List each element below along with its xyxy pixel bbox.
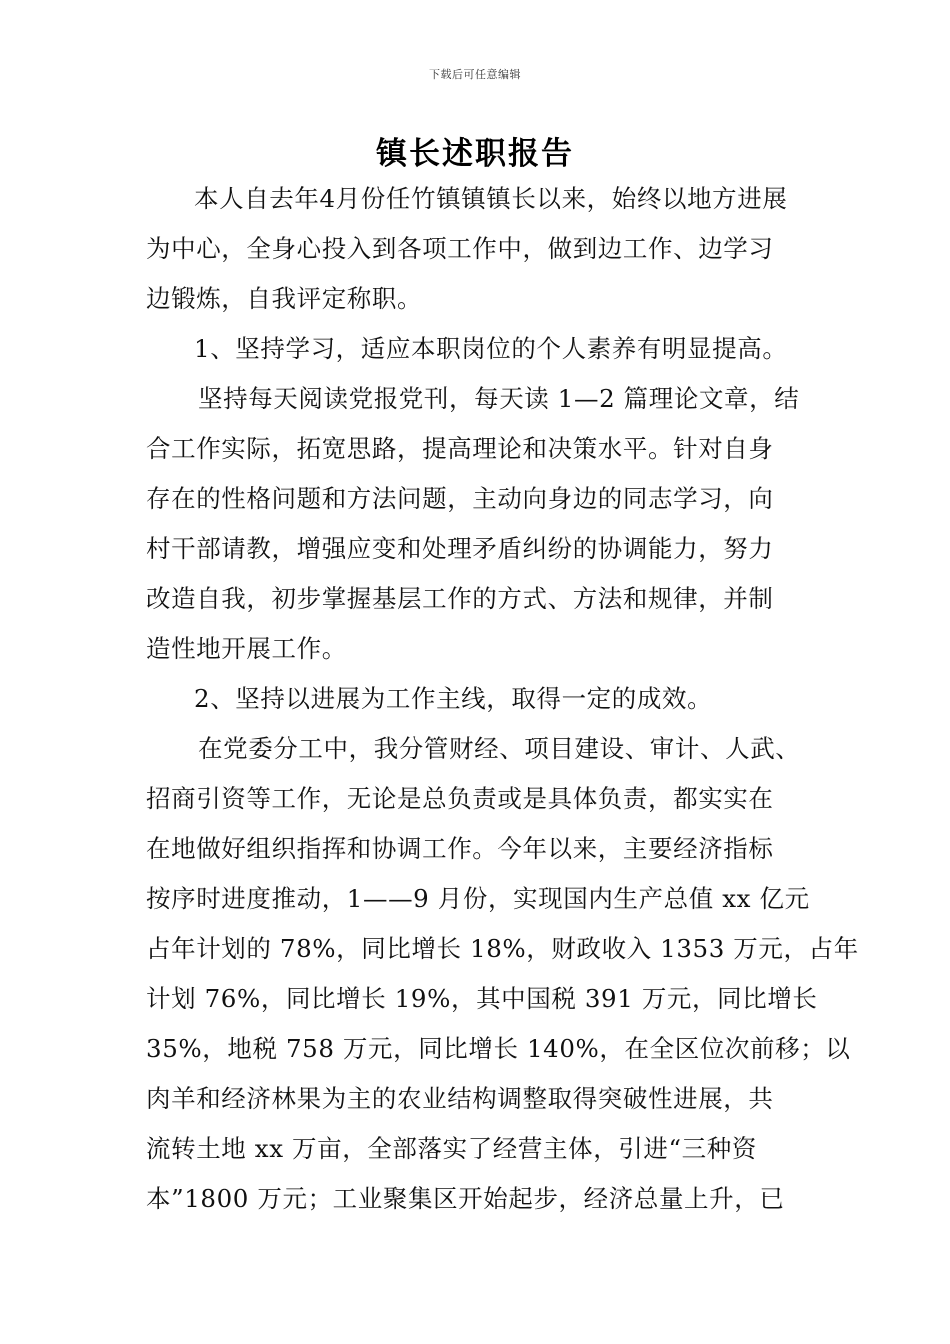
paragraph-line: 合工作实际，拓宽思路，提高理论和决策水平。针对自身 xyxy=(146,434,774,463)
paragraph-line: 边锻炼，自我评定称职。 xyxy=(146,284,423,313)
paragraph-line: 按序时进度推动，1——9 月份，实现国内生产总值 xx 亿元 xyxy=(146,884,810,913)
paragraph-line: 坚持每天阅读党报党刊，每天读 1—2 篇理论文章，结 xyxy=(198,384,800,413)
paragraph-line: 为中心，全身心投入到各项工作中，做到边工作、边学习 xyxy=(146,234,774,263)
document-title: 镇长述职报告 xyxy=(376,136,574,172)
paragraph-line: 肉羊和经济林果为主的农业结构调整取得突破性进展，共 xyxy=(146,1084,774,1113)
paragraph-line: 流转土地 xx 万亩，全部落实了经营主体，引进“三种资 xyxy=(146,1134,757,1163)
paragraph-line: 村干部请教，增强应变和处理矛盾纠纷的协调能力，努力 xyxy=(146,534,774,563)
section-heading: 1、坚持学习，适应本职岗位的个人素养有明显提高。 xyxy=(194,334,788,363)
paragraph-line: 35%，地税 758 万元，同比增长 140%，在全区位次前移；以 xyxy=(146,1034,851,1063)
paragraph-line: 本”1800 万元；工业聚集区开始起步，经济总量上升，已 xyxy=(146,1184,785,1213)
paragraph-line: 计划 76%，同比增长 19%，其中国税 391 万元，同比增长 xyxy=(146,984,818,1013)
paragraph-line: 本人自去年4月份任竹镇镇镇长以来，始终以地方进展 xyxy=(194,184,788,213)
header-note: 下载后可任意编辑 xyxy=(429,68,521,81)
paragraph-line: 在地做好组织指挥和协调工作。今年以来，主要经济指标 xyxy=(146,834,774,863)
section-heading: 2、坚持以进展为工作主线，取得一定的成效。 xyxy=(194,684,713,713)
paragraph-line: 招商引资等工作，无论是总负责或是具体负责，都实实在 xyxy=(146,784,774,813)
paragraph-line: 存在的性格问题和方法问题，主动向身边的同志学习，向 xyxy=(146,484,774,513)
paragraph-line: 在党委分工中，我分管财经、项目建设、审计、人武、 xyxy=(198,734,801,763)
paragraph-line: 改造自我，初步掌握基层工作的方式、方法和规律，并制 xyxy=(146,584,774,613)
paragraph-line: 占年计划的 78%，同比增长 18%，财政收入 1353 万元，占年 xyxy=(146,934,859,963)
paragraph-line: 造性地开展工作。 xyxy=(146,634,347,663)
